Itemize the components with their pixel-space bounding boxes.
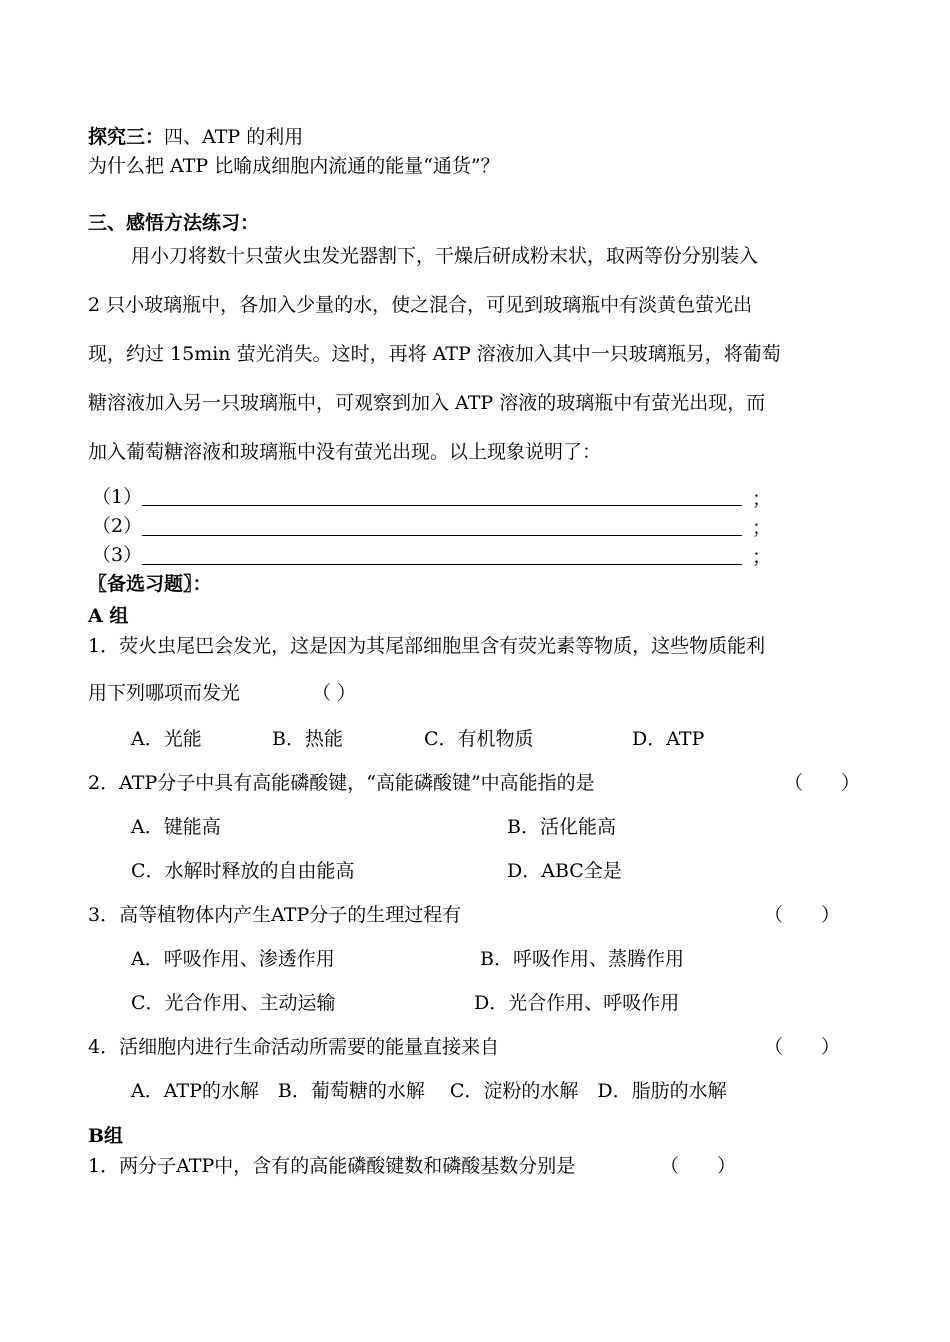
optional-heading: 〖备选习题〗： [88, 573, 212, 595]
q4-stem: 4．活细胞内进行生命活动所需要的能量直接来自 [88, 1036, 500, 1058]
q1-option: D．ATP [632, 728, 705, 750]
blank-label-1: （1） [92, 486, 143, 508]
q1-line2: 用下列哪项而发光 [88, 682, 241, 704]
section3-para-line: 糖溶液加入另一只玻璃瓶中，可观察到加入 ATP 溶液的玻璃瓶中有萤光出现，而 [88, 392, 766, 414]
blank-label-3: （3） [92, 544, 143, 566]
explore3-heading [88, 124, 303, 150]
section3-para-line: 加入葡萄糖溶液和玻璃瓶中没有萤光出现。以上现象说明了： [88, 441, 602, 463]
q3-option: B．呼吸作用、蒸腾作用 [480, 948, 684, 970]
explore3-heading-bold: 探究三： [88, 126, 165, 148]
q3-option: D．光合作用、呼吸作用 [474, 992, 680, 1014]
q2-stem: 2．ATP分子中具有高能磷酸键，“高能磷酸键”中高能指的是 [88, 772, 595, 794]
blank-line-3[interactable] [142, 564, 742, 565]
q1-line1: 1．荧火虫尾巴会发光，这是因为其尾部细胞里含有荧光素等物质，这些物质能利 [88, 635, 766, 657]
q2-option: D．ABC全是 [507, 860, 622, 882]
section3-para-line: 2 只小玻璃瓶中，各加入少量的水，使之混合，可见到玻璃瓶中有淡黄色萤光出 [88, 294, 753, 316]
q2-option: C．水解时释放的自由能高 [131, 860, 355, 882]
q3-paren: （ ） [764, 904, 841, 926]
q1-paren: （ ） [312, 682, 357, 704]
blank-end-3: ； [752, 546, 772, 568]
blank-label-2: （2） [92, 515, 143, 537]
blank-end-2: ； [752, 517, 772, 539]
section3-heading: 三、感悟方法练习： [88, 212, 260, 234]
section3-para-line: 现，约过 15min 萤光消失。这时，再将 ATP 溶液加入其中一只玻璃瓶另，将葡萄 [88, 343, 781, 365]
q4-options: A．ATP的水解 B．葡萄糖的水解 C．淀粉的水解 D．脂肪的水解 [131, 1080, 727, 1102]
q3-stem: 3．高等植物体内产生ATP分子的生理过程有 [88, 904, 462, 926]
b-q1-paren: （ ） [660, 1155, 737, 1177]
q1-option: B．热能 [272, 728, 343, 750]
blank-line-2[interactable] [142, 535, 742, 536]
b-q1-stem: 1．两分子ATP中，含有的高能磷酸键数和磷酸基数分别是 [88, 1155, 576, 1177]
explore3-question: 为什么把 ATP 比喻成细胞内流通的能量“通货”？ [88, 155, 500, 177]
q2-option: A．键能高 [131, 816, 221, 838]
blank-line-1[interactable] [142, 505, 742, 506]
section3-para-line: 用小刀将数十只萤火虫发光器割下，干燥后研成粉末状，取两等份分别装入 [131, 245, 759, 267]
q2-option: B．活化能高 [507, 816, 616, 838]
blank-end-1: ； [752, 488, 772, 510]
q3-option: A．呼吸作用、渗透作用 [131, 948, 335, 970]
q2-paren: （ ） [784, 772, 861, 794]
group-a-heading: A 组 [88, 605, 129, 627]
explore3-heading-rest: 四、ATP 的利用 [164, 126, 304, 148]
group-b-heading: B组 [88, 1125, 124, 1147]
q1-option: C．有机物质 [424, 728, 534, 750]
q1-option: A．光能 [131, 728, 202, 750]
q4-paren: （ ） [764, 1036, 841, 1058]
q3-option: C．光合作用、主动运输 [131, 992, 336, 1014]
